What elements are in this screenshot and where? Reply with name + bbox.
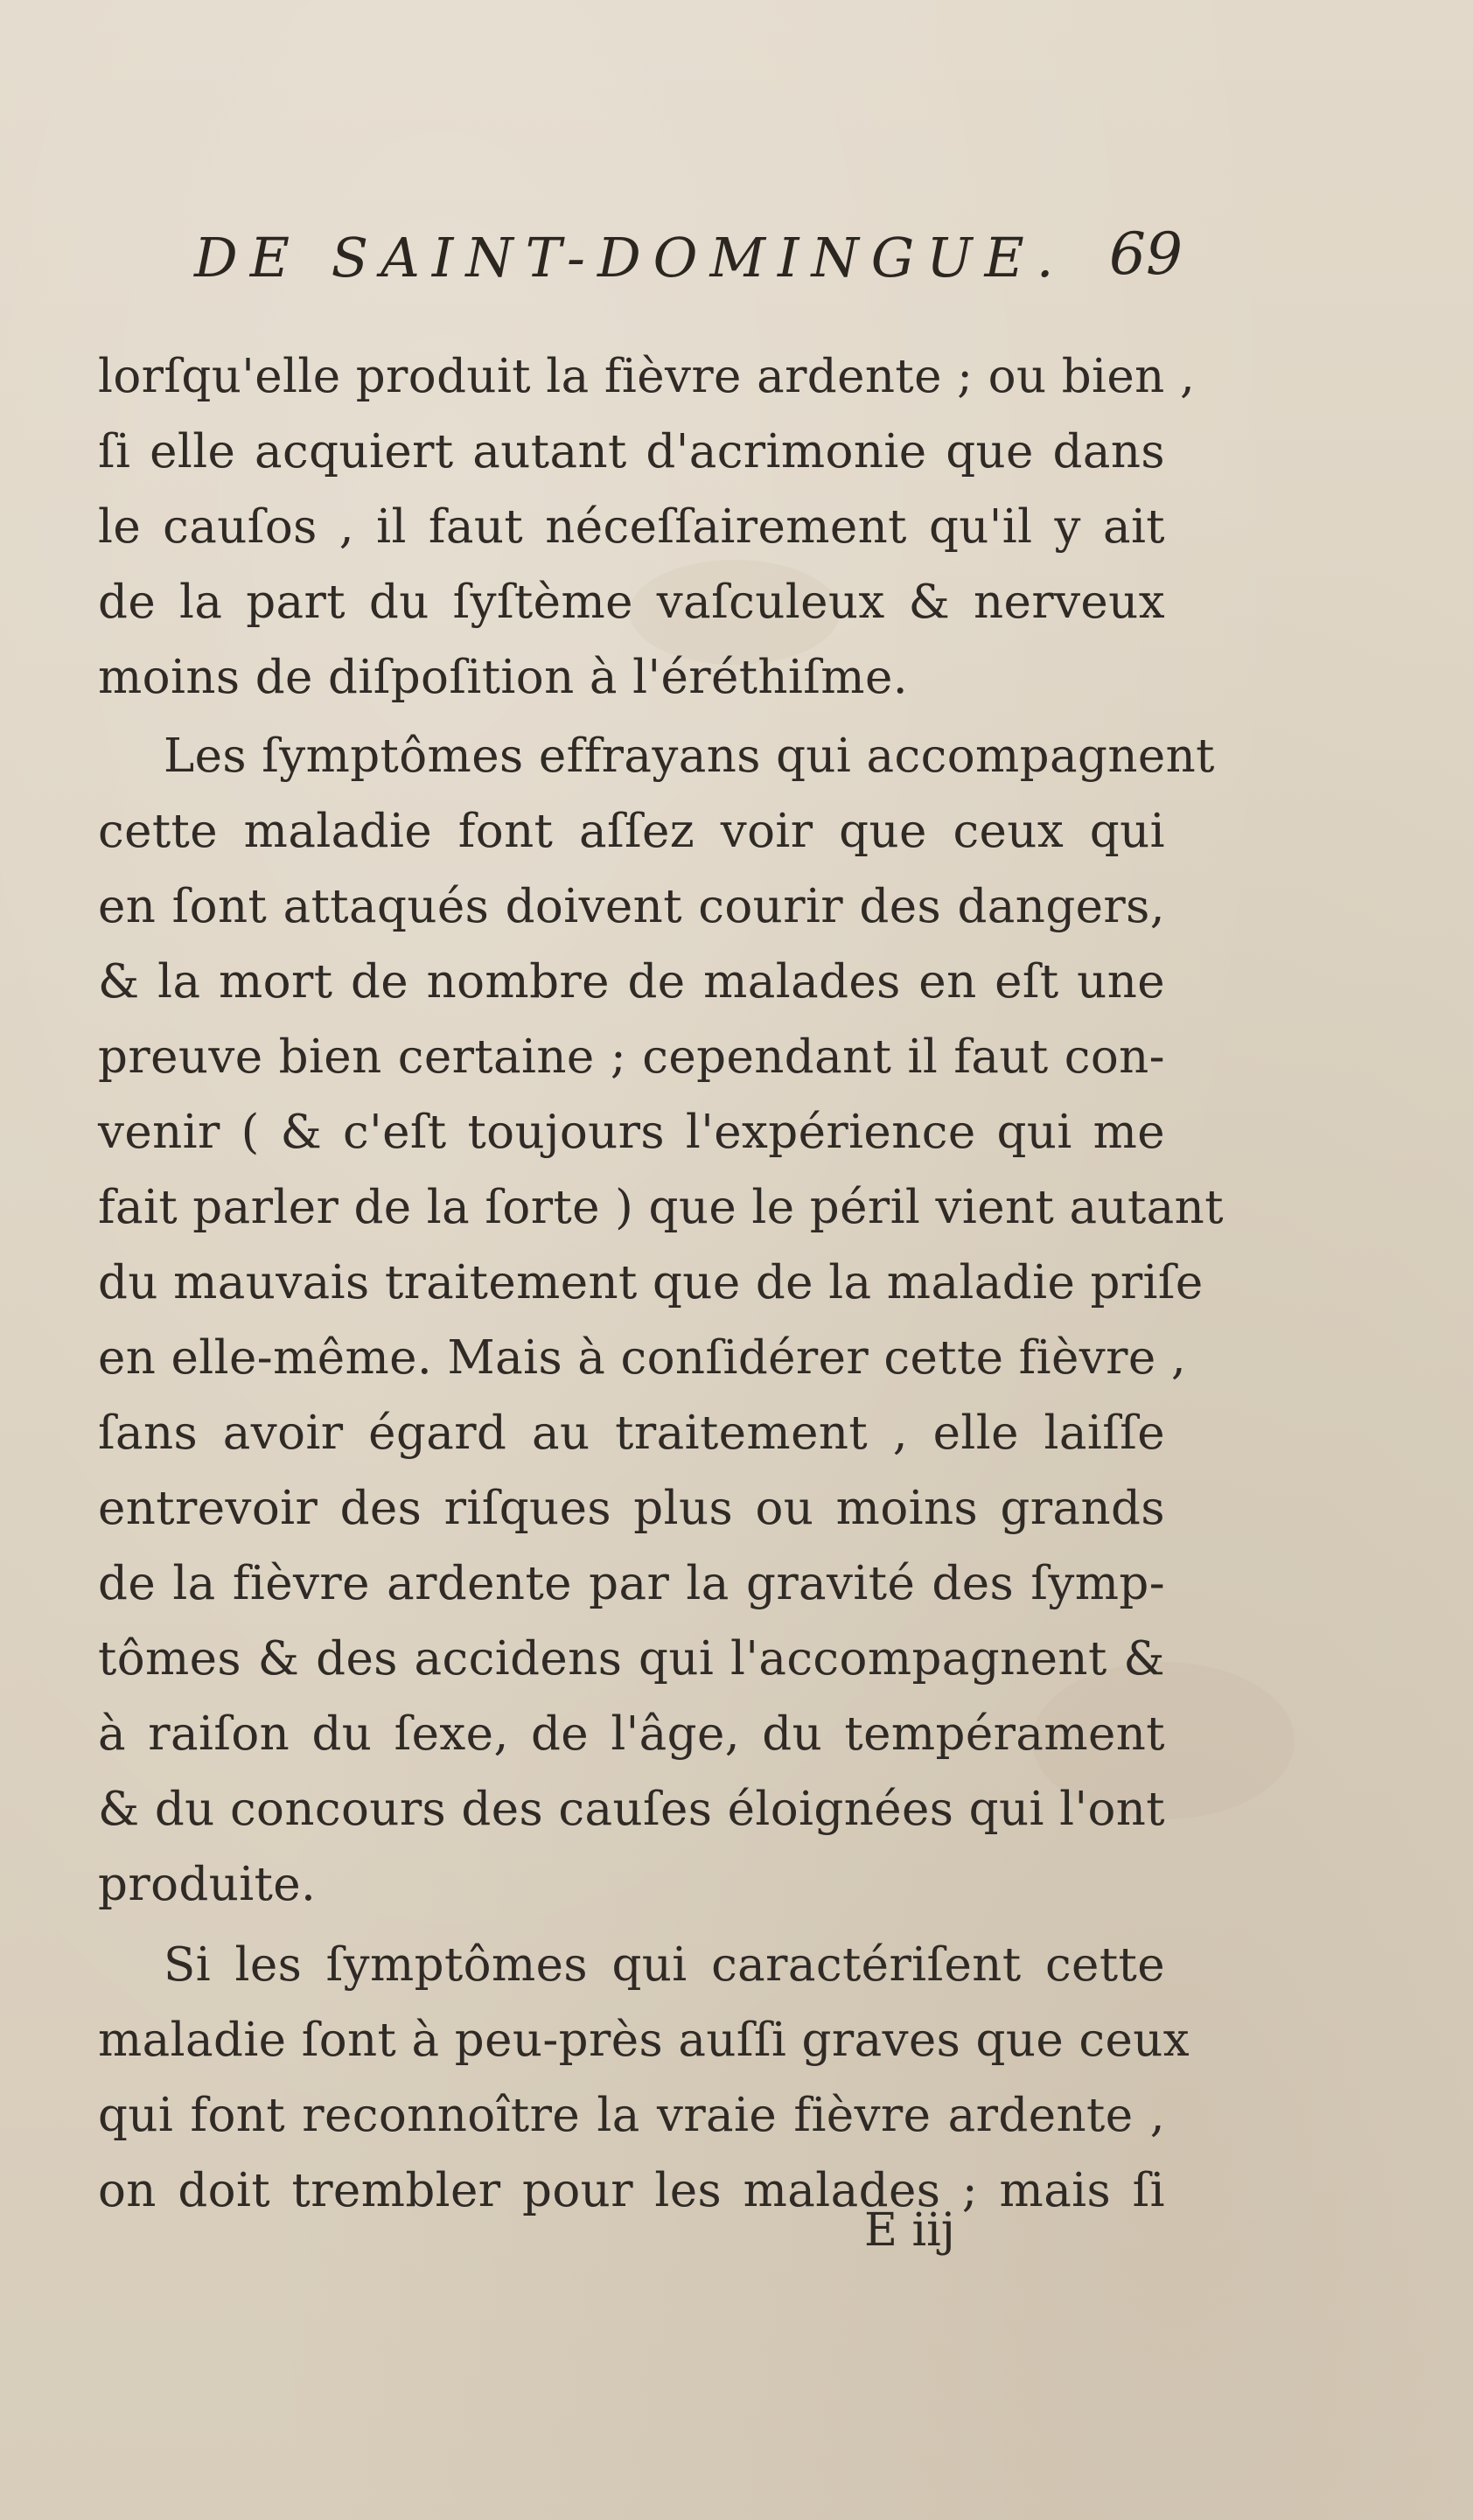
text-line: de la part du ſyſtème vaſculeux & nerveux [98, 576, 1165, 629]
text-line: & la mort de nombre de malades en eſt une [98, 955, 1165, 1009]
text-line: à raiſon du ſexe, de l'âge, du tempérament [98, 1707, 1165, 1761]
text-line: venir ( & c'eſt toujours l'expérience qui me [98, 1106, 1165, 1159]
text-line: de la fièvre ardente par la gravité des ſymp- [98, 1557, 1165, 1610]
text-line: en elle-même. Mais à conſidérer cette fièvre , [98, 1331, 1187, 1385]
text-line: produite. [98, 1858, 317, 1911]
text-line: le cauſos , il faut néceſſairement qu'il y ait [98, 500, 1165, 554]
running-head [194, 220, 1183, 304]
running-head-title: DE SAINT-DOMINGUE. [194, 226, 1066, 290]
paragraph-start-line: Si les ſymptômes qui caractériſent cette [164, 1938, 1165, 1992]
text-line: fait parler de la ſorte ) que le péril vient autant [98, 1181, 1224, 1234]
text-line: entrevoir des riſques plus ou moins grands [98, 1482, 1165, 1535]
text-line: cette maladie font aſſez voir que ceux qui [98, 805, 1165, 858]
text-line: du mauvais traitement que de la maladie priſe [98, 1256, 1204, 1309]
text-line: moins de diſpoſition à l'éréthiſme. [98, 651, 908, 704]
page-number: 69 [1109, 220, 1183, 288]
text-line: ſans avoir égard au traitement , elle laiſſe [98, 1407, 1165, 1460]
text-line: en ſont attaqués doivent courir des dangers, [98, 880, 1165, 933]
text-line: tômes & des accidens qui l'accompagnent & [98, 1632, 1165, 1686]
text-line: lorſqu'elle produit la fièvre ardente ; ou bien , [98, 350, 1196, 403]
signature-mark: E iij [864, 2204, 955, 2257]
text-line: on doit trembler pour les malades ; mais ſi [98, 2164, 1165, 2217]
text-line: preuve bien certaine ; cependant il faut con- [98, 1030, 1165, 1084]
text-line: ſi elle acquiert autant d'acrimonie que dans [98, 425, 1165, 478]
text-line: qui font reconnoître la vraie fièvre ardente , [98, 2089, 1165, 2142]
text-line: maladie ſont à peu-près auſſi graves que ceux [98, 2014, 1190, 2067]
paragraph-start-line: Les ſymptômes effrayans qui accompagnent [164, 729, 1215, 783]
text-line: & du concours des cauſes éloignées qui l'ont [98, 1783, 1165, 1836]
